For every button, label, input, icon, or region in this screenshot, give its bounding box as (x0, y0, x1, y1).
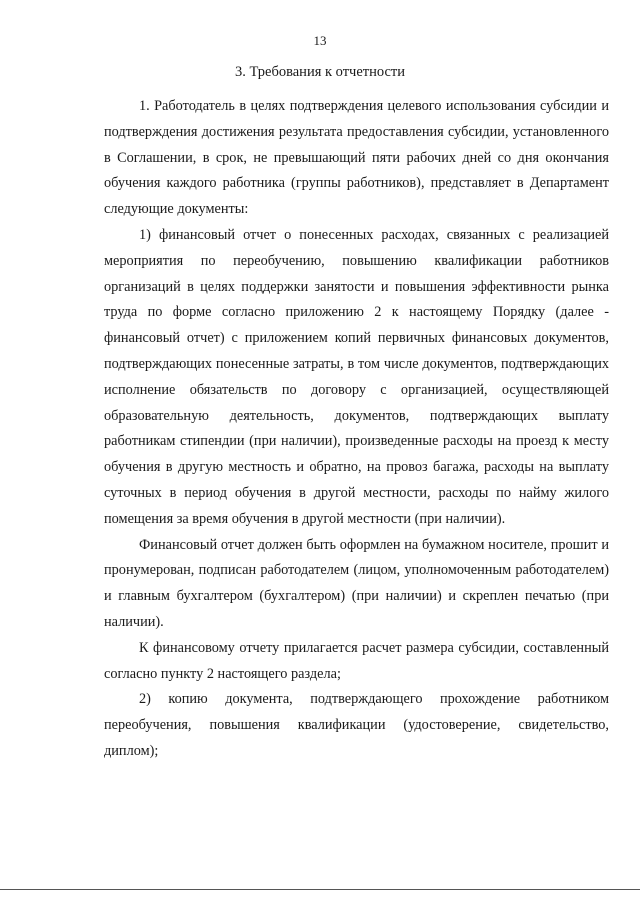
paragraph-1-employer-documents: 1. Работодатель в целях подтверждения целевого использования субсидии и подтверждения достижения результата предоставления субсидии, установленного в Соглашении, в срок, не превышающий пяти рабочих дней со дня окончания обучения каждого работника (группы работников), представляет в Департамент следующие документы: (104, 98, 609, 218)
paragraph-4-subsidy-calculation: К финансовому отчету прилагается расчет размера субсидии, составленный согласно пункту 2 настоящего раздела; (104, 639, 609, 682)
paragraph-5-certificate-copy: 2) копию документа, подтверждающего прохождение работником переобучения, повышения квалификации (удостоверение, свидетельство, диплом); (104, 691, 609, 759)
bottom-border-line (0, 889, 640, 890)
page-number: 13 (313, 33, 327, 48)
body-text (104, 94, 609, 765)
paragraph-2-financial-report: 1) финансовый отчет о понесенных расходах, связанных с реализацией мероприятия по переобучению, повышению квалификации работников организаций в целях поддержки занятости и повышения эффективности рынка труда по форме согласно приложению 2 к настоящему Порядку (далее - финансовый отчет) с приложением копий первичных финансовых документов, подтверждающих понесенные затраты, в том числе документов, подтверждающих исполнение обязательств по договору с организацией, осуществляющей образовательную деятельность, документов, подтверждающих выплату работникам стипендии (при наличии), произведенные расходы на проезд к месту обучения в другую местность и обратно, на провоз багажа, расходы на выплату суточных в период обучения в другой местности, расходы по найму жилого помещения за время обучения в другой местности (при наличии). (104, 226, 609, 527)
section-heading: 3. Требования к отчетности (234, 64, 406, 80)
paragraph-3-report-format: Финансовый отчет должен быть оформлен на бумажном носителе, прошит и пронумерован, подписан работодателем (лицом, уполномоченным работодателем) и главным бухгалтером (бухгалтером) (при наличии) и скреплен печатью (при наличии). (104, 536, 609, 630)
